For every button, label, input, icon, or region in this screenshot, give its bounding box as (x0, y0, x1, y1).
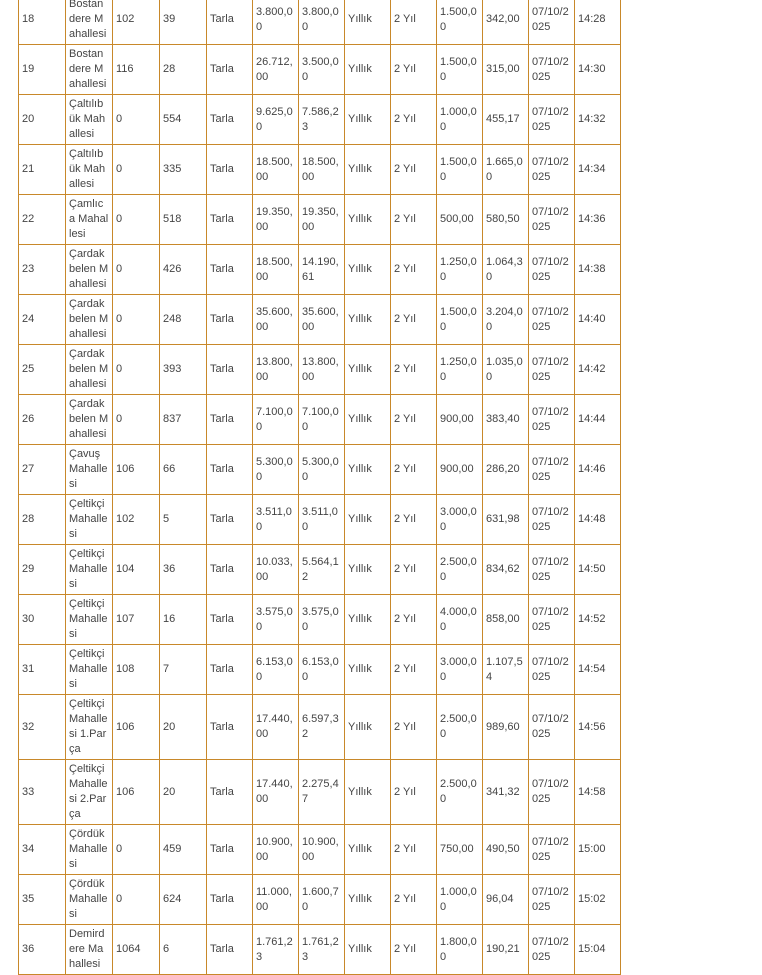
row-number-cell: 24 (19, 295, 66, 345)
total-area-cell: 3.575,00 (253, 595, 299, 645)
land-type-cell: Tarla (207, 645, 253, 695)
rental-area-cell: 5.300,00 (299, 445, 345, 495)
date-cell: 07/10/2025 (529, 875, 575, 925)
block-cell: 1064 (113, 925, 160, 975)
unit-price-cell: 900,00 (437, 445, 483, 495)
deposit-cell: 858,00 (483, 595, 529, 645)
rental-area-cell: 6.153,00 (299, 645, 345, 695)
total-area-cell: 18.500,00 (253, 145, 299, 195)
land-type-cell: Tarla (207, 0, 253, 45)
unit-price-cell: 2.500,00 (437, 545, 483, 595)
unit-price-cell: 4.000,00 (437, 595, 483, 645)
table-row (19, 195, 621, 245)
period-type-cell: Yıllık (345, 0, 391, 45)
neighborhood-cell: Çardakbelen Mahallesi (66, 245, 113, 295)
table-row (19, 760, 621, 825)
row-number-cell: 22 (19, 195, 66, 245)
total-area-cell: 3.511,00 (253, 495, 299, 545)
period-type-cell: Yıllık (345, 495, 391, 545)
rental-area-cell: 6.597,32 (299, 695, 345, 760)
rental-area-cell: 1.761,23 (299, 925, 345, 975)
total-area-cell: 19.350,00 (253, 195, 299, 245)
table-row (19, 595, 621, 645)
unit-price-cell: 750,00 (437, 825, 483, 875)
period-type-cell: Yıllık (345, 925, 391, 975)
rental-area-cell: 10.900,00 (299, 825, 345, 875)
neighborhood-cell: Çeltikçi Mahallesi 2.Parça (66, 760, 113, 825)
time-cell: 14:44 (575, 395, 621, 445)
duration-cell: 2 Yıl (391, 395, 437, 445)
period-type-cell: Yıllık (345, 95, 391, 145)
block-cell: 0 (113, 875, 160, 925)
neighborhood-cell: Çeltikçi Mahallesi (66, 595, 113, 645)
total-area-cell: 10.033,00 (253, 545, 299, 595)
parcel-cell: 7 (160, 645, 207, 695)
row-number-cell: 33 (19, 760, 66, 825)
unit-price-cell: 1.500,00 (437, 295, 483, 345)
duration-cell: 2 Yıl (391, 925, 437, 975)
rental-area-cell: 1.600,70 (299, 875, 345, 925)
table-row (19, 145, 621, 195)
land-type-cell: Tarla (207, 445, 253, 495)
table-row (19, 495, 621, 545)
deposit-cell: 286,20 (483, 445, 529, 495)
duration-cell: 2 Yıl (391, 545, 437, 595)
table-body (19, 0, 621, 975)
parcel-cell: 426 (160, 245, 207, 295)
row-number-cell: 26 (19, 395, 66, 445)
block-cell: 0 (113, 195, 160, 245)
table-row (19, 95, 621, 145)
table-row (19, 45, 621, 95)
duration-cell: 2 Yıl (391, 45, 437, 95)
deposit-cell: 1.107,54 (483, 645, 529, 695)
parcel-cell: 554 (160, 95, 207, 145)
rental-area-cell: 18.500,00 (299, 145, 345, 195)
date-cell: 07/10/2025 (529, 395, 575, 445)
neighborhood-cell: Çavuş Mahallesi (66, 445, 113, 495)
neighborhood-cell: Çamlıca Mahallesi (66, 195, 113, 245)
duration-cell: 2 Yıl (391, 595, 437, 645)
row-number-cell: 27 (19, 445, 66, 495)
period-type-cell: Yıllık (345, 545, 391, 595)
total-area-cell: 11.000,00 (253, 875, 299, 925)
total-area-cell: 10.900,00 (253, 825, 299, 875)
deposit-cell: 631,98 (483, 495, 529, 545)
duration-cell: 2 Yıl (391, 95, 437, 145)
neighborhood-cell: Çeltikçi Mahallesi (66, 495, 113, 545)
parcel-cell: 16 (160, 595, 207, 645)
row-number-cell: 20 (19, 95, 66, 145)
duration-cell: 2 Yıl (391, 645, 437, 695)
deposit-cell: 1.035,00 (483, 345, 529, 395)
row-number-cell: 28 (19, 495, 66, 545)
period-type-cell: Yıllık (345, 395, 391, 445)
parcel-cell: 335 (160, 145, 207, 195)
duration-cell: 2 Yıl (391, 345, 437, 395)
table-row (19, 445, 621, 495)
time-cell: 14:40 (575, 295, 621, 345)
date-cell: 07/10/2025 (529, 295, 575, 345)
land-type-cell: Tarla (207, 45, 253, 95)
land-type-cell: Tarla (207, 195, 253, 245)
duration-cell: 2 Yıl (391, 245, 437, 295)
time-cell: 14:52 (575, 595, 621, 645)
time-cell: 15:02 (575, 875, 621, 925)
row-number-cell: 31 (19, 645, 66, 695)
date-cell: 07/10/2025 (529, 45, 575, 95)
unit-price-cell: 2.500,00 (437, 695, 483, 760)
time-cell: 14:58 (575, 760, 621, 825)
time-cell: 14:30 (575, 45, 621, 95)
unit-price-cell: 1.000,00 (437, 875, 483, 925)
table-row (19, 0, 621, 45)
neighborhood-cell: Çardakbelen Mahallesi (66, 395, 113, 445)
duration-cell: 2 Yıl (391, 695, 437, 760)
block-cell: 0 (113, 295, 160, 345)
block-cell: 116 (113, 45, 160, 95)
parcel-cell: 28 (160, 45, 207, 95)
parcel-cell: 459 (160, 825, 207, 875)
time-cell: 14:42 (575, 345, 621, 395)
land-type-cell: Tarla (207, 345, 253, 395)
deposit-cell: 580,50 (483, 195, 529, 245)
land-type-cell: Tarla (207, 695, 253, 760)
period-type-cell: Yıllık (345, 45, 391, 95)
row-number-cell: 36 (19, 925, 66, 975)
block-cell: 0 (113, 145, 160, 195)
table-row (19, 345, 621, 395)
land-type-cell: Tarla (207, 595, 253, 645)
period-type-cell: Yıllık (345, 595, 391, 645)
date-cell: 07/10/2025 (529, 445, 575, 495)
date-cell: 07/10/2025 (529, 95, 575, 145)
rental-area-cell: 3.800,00 (299, 0, 345, 45)
date-cell: 07/10/2025 (529, 695, 575, 760)
table-row (19, 695, 621, 760)
unit-price-cell: 3.000,00 (437, 495, 483, 545)
period-type-cell: Yıllık (345, 695, 391, 760)
unit-price-cell: 900,00 (437, 395, 483, 445)
date-cell: 07/10/2025 (529, 245, 575, 295)
row-number-cell: 18 (19, 0, 66, 45)
parcel-cell: 20 (160, 760, 207, 825)
parcel-cell: 39 (160, 0, 207, 45)
duration-cell: 2 Yıl (391, 445, 437, 495)
row-number-cell: 21 (19, 145, 66, 195)
neighborhood-cell: Çördük Mahallesi (66, 875, 113, 925)
date-cell: 07/10/2025 (529, 760, 575, 825)
table-row (19, 825, 621, 875)
time-cell: 14:28 (575, 0, 621, 45)
parcel-cell: 20 (160, 695, 207, 760)
parcel-cell: 5 (160, 495, 207, 545)
table-row (19, 395, 621, 445)
rental-area-cell: 2.275,47 (299, 760, 345, 825)
date-cell: 07/10/2025 (529, 495, 575, 545)
duration-cell: 2 Yıl (391, 495, 437, 545)
row-number-cell: 29 (19, 545, 66, 595)
deposit-cell: 342,00 (483, 0, 529, 45)
total-area-cell: 1.761,23 (253, 925, 299, 975)
block-cell: 0 (113, 95, 160, 145)
total-area-cell: 6.153,00 (253, 645, 299, 695)
date-cell: 07/10/2025 (529, 0, 575, 45)
period-type-cell: Yıllık (345, 195, 391, 245)
land-type-cell: Tarla (207, 295, 253, 345)
table-row (19, 925, 621, 975)
parcel-cell: 36 (160, 545, 207, 595)
row-number-cell: 35 (19, 875, 66, 925)
unit-price-cell: 500,00 (437, 195, 483, 245)
block-cell: 0 (113, 245, 160, 295)
block-cell: 0 (113, 345, 160, 395)
parcel-cell: 518 (160, 195, 207, 245)
date-cell: 07/10/2025 (529, 145, 575, 195)
rental-area-cell: 3.511,00 (299, 495, 345, 545)
land-type-cell: Tarla (207, 925, 253, 975)
parcel-cell: 248 (160, 295, 207, 345)
rental-area-cell: 13.800,00 (299, 345, 345, 395)
date-cell: 07/10/2025 (529, 925, 575, 975)
total-area-cell: 26.712,00 (253, 45, 299, 95)
row-number-cell: 19 (19, 45, 66, 95)
unit-price-cell: 1.000,00 (437, 95, 483, 145)
parcel-cell: 624 (160, 875, 207, 925)
neighborhood-cell: Bostandere Mahallesi (66, 0, 113, 45)
unit-price-cell: 1.500,00 (437, 0, 483, 45)
total-area-cell: 18.500,00 (253, 245, 299, 295)
date-cell: 07/10/2025 (529, 195, 575, 245)
total-area-cell: 9.625,00 (253, 95, 299, 145)
row-number-cell: 34 (19, 825, 66, 875)
duration-cell: 2 Yıl (391, 195, 437, 245)
unit-price-cell: 1.500,00 (437, 145, 483, 195)
deposit-cell: 383,40 (483, 395, 529, 445)
deposit-cell: 455,17 (483, 95, 529, 145)
period-type-cell: Yıllık (345, 245, 391, 295)
time-cell: 14:46 (575, 445, 621, 495)
land-type-cell: Tarla (207, 545, 253, 595)
total-area-cell: 17.440,00 (253, 695, 299, 760)
deposit-cell: 1.665,00 (483, 145, 529, 195)
auction-table (18, 0, 621, 975)
duration-cell: 2 Yıl (391, 0, 437, 45)
deposit-cell: 190,21 (483, 925, 529, 975)
deposit-cell: 341,32 (483, 760, 529, 825)
deposit-cell: 834,62 (483, 545, 529, 595)
unit-price-cell: 1.250,00 (437, 345, 483, 395)
duration-cell: 2 Yıl (391, 145, 437, 195)
time-cell: 14:34 (575, 145, 621, 195)
row-number-cell: 23 (19, 245, 66, 295)
date-cell: 07/10/2025 (529, 645, 575, 695)
block-cell: 104 (113, 545, 160, 595)
block-cell: 107 (113, 595, 160, 645)
period-type-cell: Yıllık (345, 445, 391, 495)
block-cell: 108 (113, 645, 160, 695)
date-cell: 07/10/2025 (529, 545, 575, 595)
row-number-cell: 30 (19, 595, 66, 645)
period-type-cell: Yıllık (345, 645, 391, 695)
period-type-cell: Yıllık (345, 295, 391, 345)
time-cell: 15:00 (575, 825, 621, 875)
time-cell: 15:04 (575, 925, 621, 975)
block-cell: 106 (113, 760, 160, 825)
land-type-cell: Tarla (207, 825, 253, 875)
total-area-cell: 7.100,00 (253, 395, 299, 445)
neighborhood-cell: Çeltikçi Mahallesi (66, 645, 113, 695)
rental-area-cell: 19.350,00 (299, 195, 345, 245)
land-type-cell: Tarla (207, 760, 253, 825)
rental-area-cell: 35.600,00 (299, 295, 345, 345)
time-cell: 14:54 (575, 645, 621, 695)
neighborhood-cell: Bostandere Mahallesi (66, 45, 113, 95)
deposit-cell: 315,00 (483, 45, 529, 95)
duration-cell: 2 Yıl (391, 875, 437, 925)
land-type-cell: Tarla (207, 145, 253, 195)
total-area-cell: 13.800,00 (253, 345, 299, 395)
time-cell: 14:48 (575, 495, 621, 545)
table-row (19, 295, 621, 345)
rental-area-cell: 7.586,23 (299, 95, 345, 145)
land-type-cell: Tarla (207, 95, 253, 145)
total-area-cell: 5.300,00 (253, 445, 299, 495)
block-cell: 106 (113, 695, 160, 760)
land-type-cell: Tarla (207, 395, 253, 445)
parcel-cell: 837 (160, 395, 207, 445)
unit-price-cell: 1.800,00 (437, 925, 483, 975)
rental-area-cell: 5.564,12 (299, 545, 345, 595)
total-area-cell: 3.800,00 (253, 0, 299, 45)
neighborhood-cell: Çeltikçi Mahallesi 1.Parça (66, 695, 113, 760)
rental-area-cell: 3.575,00 (299, 595, 345, 645)
rental-area-cell: 3.500,00 (299, 45, 345, 95)
time-cell: 14:38 (575, 245, 621, 295)
block-cell: 102 (113, 495, 160, 545)
unit-price-cell: 1.500,00 (437, 45, 483, 95)
deposit-cell: 96,04 (483, 875, 529, 925)
table-wrapper (18, 0, 621, 975)
period-type-cell: Yıllık (345, 760, 391, 825)
period-type-cell: Yıllık (345, 875, 391, 925)
duration-cell: 2 Yıl (391, 295, 437, 345)
unit-price-cell: 3.000,00 (437, 645, 483, 695)
parcel-cell: 393 (160, 345, 207, 395)
time-cell: 14:36 (575, 195, 621, 245)
time-cell: 14:32 (575, 95, 621, 145)
time-cell: 14:56 (575, 695, 621, 760)
deposit-cell: 3.204,00 (483, 295, 529, 345)
rental-area-cell: 14.190,61 (299, 245, 345, 295)
unit-price-cell: 1.250,00 (437, 245, 483, 295)
neighborhood-cell: Çardakbelen Mahallesi (66, 345, 113, 395)
duration-cell: 2 Yıl (391, 760, 437, 825)
total-area-cell: 17.440,00 (253, 760, 299, 825)
neighborhood-cell: Çardakbelen Mahallesi (66, 295, 113, 345)
parcel-cell: 66 (160, 445, 207, 495)
neighborhood-cell: Demirdere Mahallesi (66, 925, 113, 975)
date-cell: 07/10/2025 (529, 345, 575, 395)
date-cell: 07/10/2025 (529, 595, 575, 645)
period-type-cell: Yıllık (345, 145, 391, 195)
table-row (19, 545, 621, 595)
unit-price-cell: 2.500,00 (437, 760, 483, 825)
neighborhood-cell: Çördük Mahallesi (66, 825, 113, 875)
time-cell: 14:50 (575, 545, 621, 595)
rental-area-cell: 7.100,00 (299, 395, 345, 445)
land-type-cell: Tarla (207, 875, 253, 925)
table-row (19, 245, 621, 295)
neighborhood-cell: Çaltılıbük Mahallesi (66, 95, 113, 145)
date-cell: 07/10/2025 (529, 825, 575, 875)
period-type-cell: Yıllık (345, 345, 391, 395)
deposit-cell: 1.064,30 (483, 245, 529, 295)
block-cell: 102 (113, 0, 160, 45)
table-row (19, 645, 621, 695)
parcel-cell: 6 (160, 925, 207, 975)
duration-cell: 2 Yıl (391, 825, 437, 875)
deposit-cell: 490,50 (483, 825, 529, 875)
neighborhood-cell: Çeltikçi Mahallesi (66, 545, 113, 595)
total-area-cell: 35.600,00 (253, 295, 299, 345)
deposit-cell: 989,60 (483, 695, 529, 760)
row-number-cell: 32 (19, 695, 66, 760)
block-cell: 0 (113, 825, 160, 875)
row-number-cell: 25 (19, 345, 66, 395)
block-cell: 0 (113, 395, 160, 445)
land-type-cell: Tarla (207, 495, 253, 545)
land-type-cell: Tarla (207, 245, 253, 295)
block-cell: 106 (113, 445, 160, 495)
period-type-cell: Yıllık (345, 825, 391, 875)
neighborhood-cell: Çaltılıbük Mahallesi (66, 145, 113, 195)
